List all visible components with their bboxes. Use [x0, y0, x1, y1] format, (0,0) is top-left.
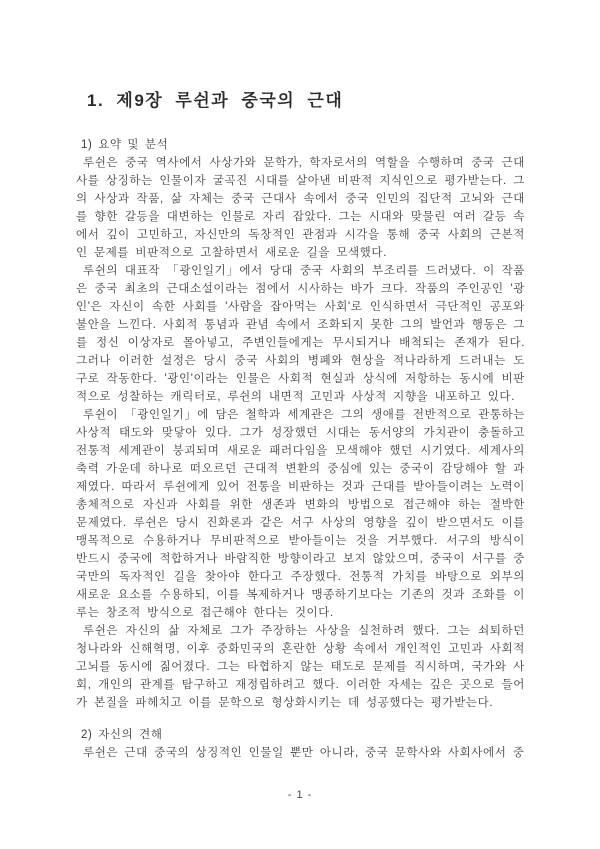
- page-number: - 1 -: [287, 789, 313, 801]
- document-content: [76, 90, 525, 762]
- section-own-opinion: [76, 726, 525, 762]
- paragraph-luxun-intro: 루쉰은 중국 역사에서 사상가와 문학가, 학자로서의 역할을 수행하며 중국 근대사를 상징하는 인물이자 굴곡진 시대를 살아낸 비판적 지식인으로 평가받는다. 그의 사상과 작품, 삶 자체는 중국 근대사 속에서 중국 인민의 집단적 고뇌와 근대를 향한 갈등을 대변하는 인물로 자리 잡았다. 그는 시대와 맞물린 여러 갈등 속에서 깊이 고민하고, 자신만의 독창적인 관점과 시각을 통해 중국 사회의 근본적인 문제를 비판적으로 고찰하면서 새로운 길을 모색했다.: [76, 157, 525, 259]
- paragraph-opinion-intro: 루쉰은 근대 중국의 상징적인 인물일 뿐만 아니라, 중국 문학사와 사회사에서 중: [83, 747, 525, 759]
- section-heading-opinion: 2) 자신의 견해: [81, 729, 163, 741]
- section-heading-summary: 1) 요약 및 분석: [81, 139, 169, 151]
- section-summary-analysis: [76, 136, 525, 712]
- page-title: 1. 제9장 루쉰과 중국의 근대: [87, 91, 344, 110]
- paragraph-madman-diary: 루쉰의 대표작 「광인일기」에서 당대 중국 사회의 부조리를 드러냈다. 이 작품은 중국 최초의 근대소설이라는 점에서 시사하는 바가 크다. 작품의 주인공인 '광인'은 자신이 속한 사회를 '사람을 잡아먹는 사회'로 인식하면서 극단적인 공포와 불안을 느낀다. 사회적 통념과 관념 속에서 조화되지 못한 그의 발언과 행동은 그를 정신 이상자로 몰아넣고, 주변인들에게는 무시되거나 배척되는 존재가 된다. 그러나 이러한 설정은 당시 중국 사회의 병폐와 현상을 적나라하게 드러내는 도구로 작동한다. '광인'이라는 인물은 사회적 현실과 상식에 저항하는 동시에 비판적으로 성찰하는 캐릭터로, 루쉰의 내면적 고민과 사상적 지향을 내포하고 있다.: [76, 265, 525, 403]
- paragraph-worldview: 루쉰이 「광인일기」에 담은 철학과 세계관은 그의 생애를 전반적으로 관통하는 사상적 태도와 맞닿아 있다. 그가 성장했던 시대는 동서양의 가치관이 충돌하고 전통적 세계관이 붕괴되며 새로운 패러다임을 모색해야 했던 시기였다. 세계사의 축력 가운데 하나로 떠오르던 근대적 변환의 중심에 있는 중국이 감당해야 할 과제였다. 따라서 루쉰에게 있어 전통을 비판하는 것과 근대를 받아들이려는 노력이 총체적으로 자신과 사회를 위한 생존과 변화의 방법으로 접근해야 하는 절박한 문제였다. 루쉰은 당시 진화론과 같은 서구 사상의 영향을 깊이 받으면서도 이를 맹목적으로 수용하거나 무비판적으로 받아들이는 것을 거부했다. 서구의 방식이 반드시 중국에 적합하거나 바람직한 방향이라고 보지 않았으며, 중국이 서구를 중국만의 독자적인 길을 찾아야 한다고 주장했다. 전통적 가치를 바탕으로 외부의 새로운 요소를 수용하되, 이를 복제하거나 맹종하기보다는 기존의 것과 조화를 이루는 창조적 방식으로 접근해야 한다는 것이다.: [76, 409, 525, 619]
- paragraph-practice: 루쉰은 자신의 삶 자체로 그가 주장하는 사상을 실천하려 했다. 그는 쇠퇴하던 청나라와 신해혁명, 이후 중화민국의 혼란한 상황 속에서 개인적인 고민과 사회적 고뇌를 동시에 짊어졌다. 그는 타협하지 않는 태도로 문제를 직시하며, 국가와 사회, 개인의 관계를 탐구하고 재정립하려고 했다. 이러한 자세는 깊은 곳으로 들어가 본질을 파헤치고 이를 문학으로 형상화시키는 데 성공했다는 평가받는다.: [76, 625, 525, 709]
